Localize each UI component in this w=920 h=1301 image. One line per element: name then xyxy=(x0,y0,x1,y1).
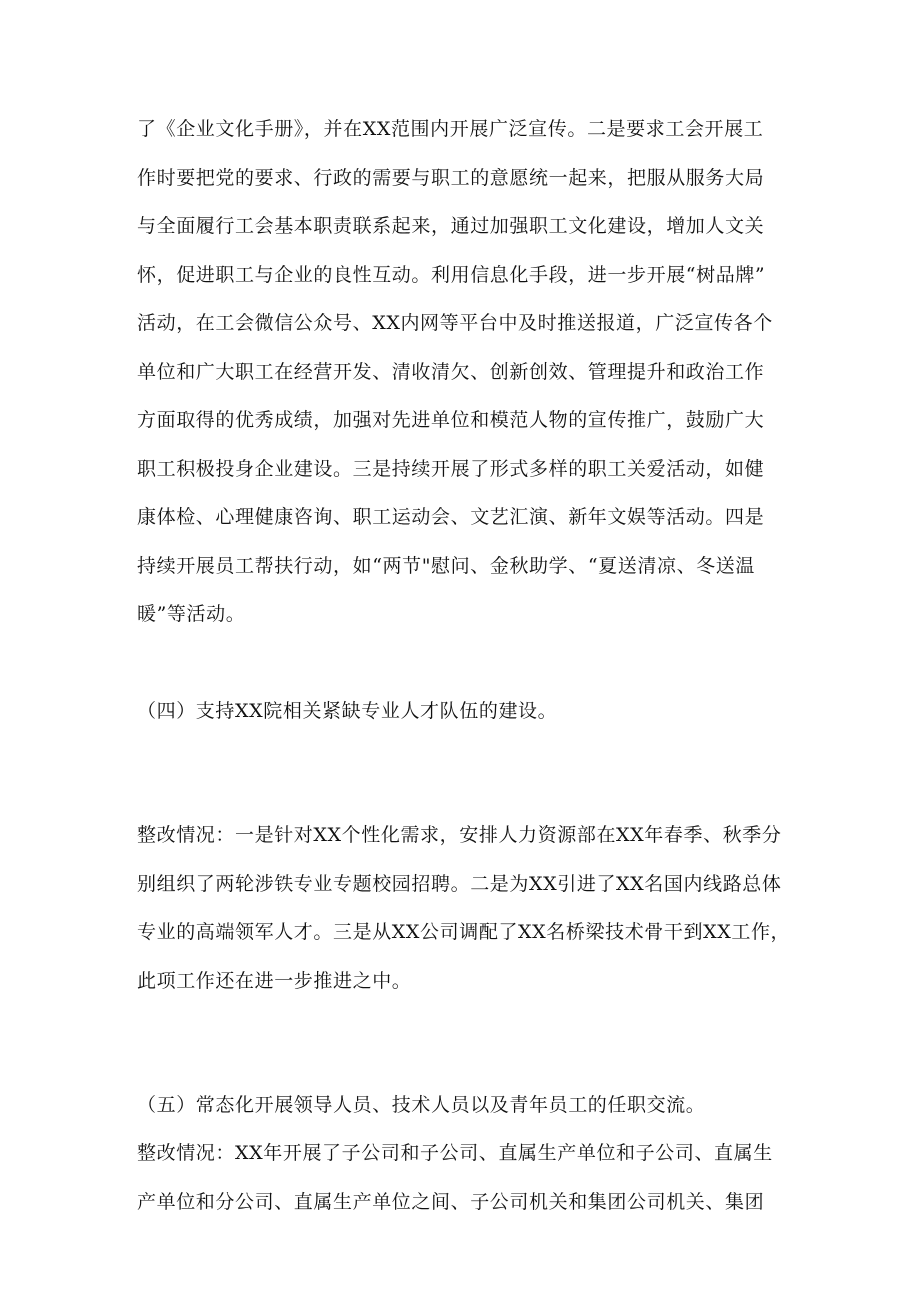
para1-line-2: 作时要把党的要求、行政的需要与职工的意愿统一起来，把服从服务大局 xyxy=(137,167,765,189)
para1-line-10: 持续开展员工帮扶行动，如“两节"慰问、金秋助学、“夏送清凉、冬送温 xyxy=(137,555,755,577)
para1-line-11: 暖”等活动。 xyxy=(137,603,246,625)
para1-line-7: 方面取得的优秀成绩，加强对先进单位和模范人物的宣传推广，鼓励广大 xyxy=(137,409,765,431)
para2-line-1: 整改情况：一是针对XX个性化需求，安排人力资源部在XX年春季、秋季分 xyxy=(137,824,782,846)
para2-line-2: 别组织了两轮涉铁专业专题校园招聘。二是为XX引进了XX名国内线路总体 xyxy=(137,873,782,895)
para1-line-1: 了《企业文化手册》，并在XX范围内开展广泛宣传。二是要求工会开展工 xyxy=(137,118,764,140)
section-heading-4: （四）支持XX院相关紧缺专业人才队伍的建设。 xyxy=(137,700,558,722)
section-heading-5: （五）常态化开展领导人员、技术人员以及青年员工的任职交流。 xyxy=(137,1094,706,1116)
para1-line-8: 职工积极投身企业建设。三是持续开展了形式多样的职工关爱活动，如健 xyxy=(137,458,765,480)
para1-line-3: 与全面履行工会基本职责联系起来，通过加强职工文化建设，增加人文关 xyxy=(137,215,765,237)
para2-line-4: 此项工作还在进一步推进之中。 xyxy=(137,970,412,992)
para1-line-5: 活动，在工会微信公众号、XX内网等平台中及时推送报道，广泛宣传各个 xyxy=(137,312,773,334)
para2-line-3: 专业的高端领军人才。三是从XX公司调配了XX名桥梁技术骨干到XX工作， xyxy=(137,921,791,943)
para1-line-4: 怀，促进职工与企业的良性互动。利用信息化手段，进一步开展“树品牌” xyxy=(137,264,766,286)
para3-line-2: 产单位和分公司、直属生产单位之间、子公司机关和集团公司机关、集团 xyxy=(137,1191,765,1213)
para1-line-6: 单位和广大职工在经营开发、清收清欠、创新创效、管理提升和政治工作 xyxy=(137,361,765,383)
para1-line-9: 康体检、心理健康咨询、职工运动会、文艺汇演、新年文娱等活动。四是 xyxy=(137,506,765,528)
para3-line-1: 整改情况：XX年开展了子公司和子公司、直属生产单位和子公司、直属生 xyxy=(137,1142,773,1164)
